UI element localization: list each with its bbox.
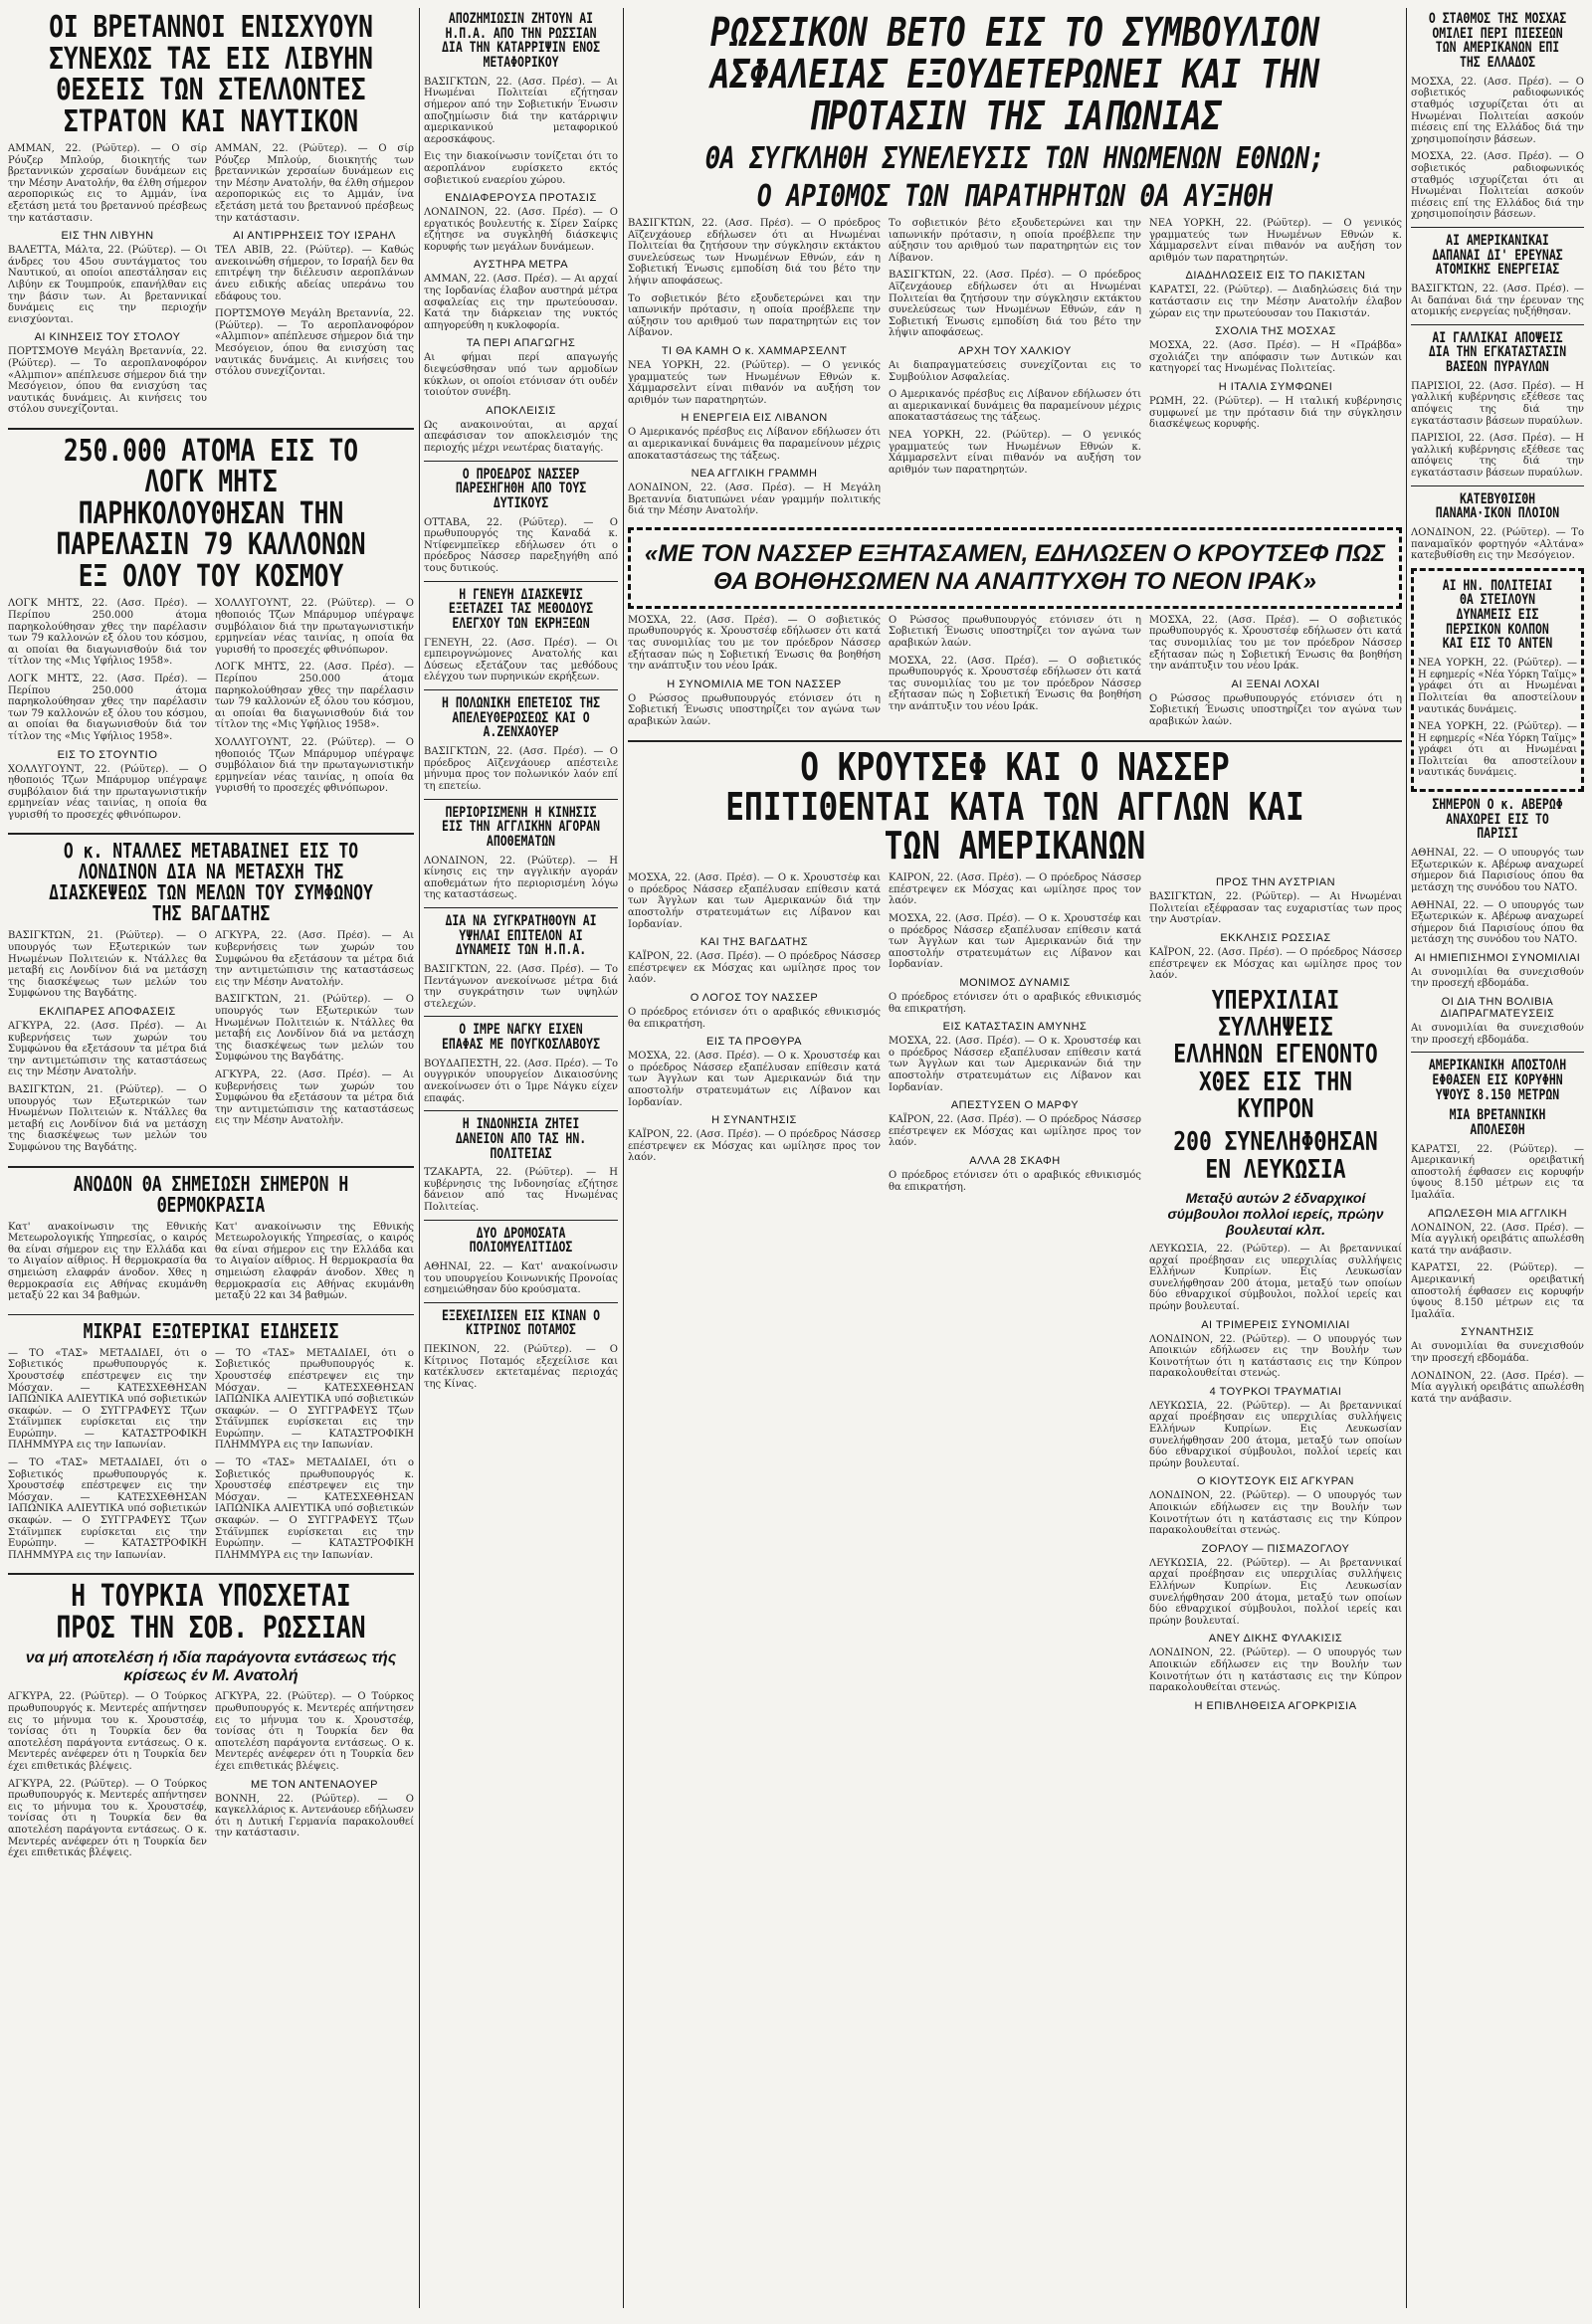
article-text: ΠΑΡΙΣΙΟΙ, 22. (Ασσ. Πρέσ). — Η γαλλική κυβέρνησις εξέθεσε τας απόψεις της διά την εγκατάστασιν βάσεων πυραύλων. xyxy=(1411,380,1584,427)
subhead: ΑΙ ΑΝΤΙΡΡΗΣΕΙΣ ΤΟΥ ΙΣΡΑΗΛ xyxy=(233,230,396,243)
article-text: ΑΘΗΝΑΙ, 22. — Ο υπουργός των Εξωτερικών κ. Αβέρωφ αναχωρεί σήμερον διά Παρισίους όπου θα μετάσχη της συνόδου του ΝΑΤΟ. xyxy=(1411,848,1584,893)
subhead: ΑΙ ΗΜΙΕΠΙΣΗΜΟΙ ΣΥΝΟΜΙΛΙΑΙ xyxy=(1414,951,1581,964)
subhead: Η ΕΠΙΒΛΗΘΕΙΣΑ ΑΓΟΡΚΡΙΣΙΑ xyxy=(1194,1699,1357,1712)
divider xyxy=(8,428,414,430)
divider xyxy=(1411,1052,1584,1053)
article-text: Ο πρόεδρος ετόνισεν ότι ο αραβικός εθνικισμός θα επικρατήση. xyxy=(628,1007,881,1030)
article-text: ΛΟΝΔΙΝΟΝ, 22. (Ρώϋτερ). — Το παναμαϊκόν φορτηγόν «Αλτάνα» κατεβυθίσθη εις την Μεσόγειον. xyxy=(1411,526,1584,562)
article-text: ΒΑΣΙΓΚΤΩΝ, 22. (Ασσ. Πρέσ). — Ο πρόεδρος Αϊζενχάουερ εδήλωσεν ότι αι Ηνωμέναι Πολιτείαι θα ζητήσουν την σύγκλησιν εκτάκτου συνελεύσεως των Ηνωμένων Εθνών, εάν η Σοβιετική Ένωσις εμποδίση διά του βέτο την λήψιν αποφάσεως. xyxy=(889,270,1141,339)
article-text: ΛΟΝΔΙΝΟΝ, 22. (Ρώϋτερ). — Ο υπουργός των Αποικιών εδήλωσεν εις την Βουλήν των Κοινοτήτων ότι η κατάστασις εις την Κύπρον παρακολουθείται στενώς. xyxy=(1149,1647,1402,1694)
article-text: Κατ' ανακοίνωσιν της Εθνικής Μετεωρολογικής Υπηρεσίας, ο καιρός θα είναι σήμερον εις την Ελλάδα και το Αιγαίον αίθριος. Η θερμοκρασία θα σημειώση ελαφράν άνοδον. Χθες η θερμοκρασία εις Αθήνας εκυμάνθη μεταξύ 22 και 34 βαθμών. xyxy=(215,1221,414,1302)
article-text: — ΤΟ «ΤΑΣ» ΜΕΤΑΔΙΔΕΙ, ότι ο Σοβιετικός πρωθυπουργός κ. Χρουστσέφ επέστρεψεν εις την Μόσχαν. — ΚΑΤΕΣΧΕΘΗΣΑΝ ΙΑΠΩΝΙΚΑ ΑΛΙΕΥΤΙΚΑ υπό σοβιετικών σκαφών. — Ο ΣΥΓΓΡΑΦΕΥΣ Τζων Στάϊνμπεκ ευρίσκεται εις την Ευρώπην. — ΚΑΤΑΣΤΡΟΦΙΚΗ ΠΛΗΜΜΥΡΑ εις την Ιαπωνίαν. xyxy=(215,1347,414,1452)
article-text: Ο Ρώσσος πρωθυπουργός ετόνισεν ότι η Σοβιετική Ένωσις υποστηρίζει τον αγώνα των αραβικών λαών. xyxy=(889,614,1141,650)
subhead: Η ΣΥΝΑΝΤΗΣΙΣ xyxy=(711,1114,797,1127)
article-text: — ΤΟ «ΤΑΣ» ΜΕΤΑΔΙΔΕΙ, ότι ο Σοβιετικός πρωθυπουργός κ. Χρουστσέφ επέστρεψεν εις την Μόσχαν. — ΚΑΤΕΣΧΕΘΗΣΑΝ ΙΑΠΩΝΙΚΑ ΑΛΙΕΥΤΙΚΑ υπό σοβιετικών σκαφών. — Ο ΣΥΓΓΡΑΦΕΥΣ Τζων Στάϊνμπεκ ευρίσκεται εις την Ευρώπην. — ΚΑΤΑΣΤΡΟΦΙΚΗ ΠΛΗΜΜΥΡΑ εις την Ιαπωνίαν. xyxy=(215,1457,414,1561)
divider xyxy=(8,833,414,835)
column-rule xyxy=(419,8,420,2308)
subhead: Ο ΛΟΓΟΣ ΤΟΥ ΝΑΣΣΕΡ xyxy=(690,992,819,1005)
article-text: ΧΟΛΛΥΓΟΥΝΤ, 22. (Ρώϋτερ). — Ο ηθοποιός Τζων Μπάρυμορ υπέγραψε συμβόλαιον διά την πρωταγωνιστικήν ερμηνείαν νέας ταινίας, η οποία θα γυρισθή το προσεχές φθινόπωρον. xyxy=(215,598,414,656)
divider xyxy=(424,1016,618,1017)
article-text: ΝΕΑ ΥΟΡΚΗ, 22. (Ρώϋτερ). — Η εφημερίς «Νέα Υόρκη Ταϊμς» γράφει ότι αι Ηνωμέναι Πολιτείαι θα αποστείλουν ναυτικάς δυνάμεις. xyxy=(1418,658,1577,715)
subhead: ΑΥΣΤΗΡΑ ΜΕΤΡΑ xyxy=(473,259,569,272)
headline-turkey-subtitle: να μή αποτελέση ή ιδία παράγοντα εντάσεως τής κρίσεως έν Μ. Ανατολή xyxy=(25,1649,397,1685)
article-text: ΒΟΥΔΑΠΕΣΤΗ, 22. (Ασσ. Πρέσ). — Το ουγγρικόν υπουργείον Δικαιοσύνης ανεκοίνωσεν ότι ο Ίμρε Νάγκυ είχεν επαφάς. xyxy=(424,1058,618,1104)
article-text: ΒΑΣΙΓΚΤΩΝ, 22. (Ασσ. Πρέσ). — Το Πεντάγωνον ανεκοίνωσε μέτρα διά την συγκράτησιν των υψηλών στελεχών. xyxy=(424,964,618,1010)
article-text: ΒΑΣΙΓΚΤΩΝ, 22. (Ασσ. Πρέσ). — Ο πρόεδρος Αϊζενχάουερ απέστειλε μήνυμα προς τον πολωνικόν λαόν επί τη επετείω. xyxy=(424,746,618,792)
headline-dulles: Ο κ. ΝΤΑΛΛΕΣ ΜΕΤΑΒΑΙΝΕΙ ΕΙΣ ΤΟ ΛΟΝΔΙΝΟΝ ΔΙΑ ΝΑ ΜΕΤΑΣΧΗ ΤΗΣ ΔΙΑΣΚΕΨΕΩΣ ΤΩΝ ΜΕΛΩΝ ΤΟΥ ΣΥΜΦΩΝΟΥ ΤΗΣ ΒΑΓΔΑΤΗΣ xyxy=(49,839,373,926)
article-text: ΑΜΜΑΝ, 22. (Ρώϋτερ). — Ο σίρ Ρόυζερ Μπλούρ, διοικητής των βρεταννικών χερσαίων δυνάμεων εις την Μέσην Ανατολήν, θα έλθη σήμερον αεροπορικώς εις το Αμμάν, ίνα εξετάση μετά του βρεταννού πρέσβεως την κατάστασιν. xyxy=(215,143,414,224)
headline-beauty-parade: 250.000 ΑΤΟΜΑ ΕΙΣ ΤΟ ΛΟΓΚ ΜΗΤΣ ΠΑΡΗΚΟΛΟΥΘΗΣΑΝ ΤΗΝ ΠΑΡΕΛΑΣΙΝ 79 ΚΑΛΛΟΝΩΝ ΕΞ ΟΛΟΥ ΤΟΥ ΚΟΣΜΟΥ xyxy=(56,433,366,594)
headline-nicosia-subtitle: Μεταξύ αυτών 2 έδναρχικοί σύμβουλοι πολλοί ιερείς, πρώην βουλευταί κλπ. xyxy=(1167,1189,1384,1238)
article-text: ΚΑΪΡΟΝ, 22. (Ασσ. Πρέσ). — Ο πρόεδρος Νάσσερ επέστρεψεν εκ Μόσχας και ωμίλησε προς τον λαόν. xyxy=(628,1129,881,1164)
headline-turkey: Η ΤΟΥΡΚΙΑ ΥΠΟΣΧΕΤΑΙ ΠΡΟΣ ΤΗΝ ΣΟΒ. ΡΩΣΣΙΑΝ xyxy=(56,1579,366,1646)
subhead: ΕΚΛΙΠΑΡΕΣ ΑΠΟΦΑΣΕΙΣ xyxy=(39,1006,176,1019)
headline-un-assembly: ΘΑ ΣΥΓΚΛΗΘΗ ΣΥΝΕΛΕΥΣΙΣ ΤΩΝ ΗΝΩΜΕΝΩΝ ΕΘΝΩΝ; xyxy=(704,141,1325,176)
quote-khrushchev-iraq: «ΜΕ ΤΟΝ ΝΑΣΣΕΡ ΕΞΗΤΑΣΑΜΕΝ, ΕΔΗΛΩΣΕΝ Ο ΚΡΟΥΤΣΕΦ ΠΩΣ ΘΑ ΒΟΗΘΗΣΩΜΕΝ ΝΑ ΑΝΑΠΤΥΧΘΗ ΤΟ ΝΕΟΝ ΙΡΑΚ» xyxy=(644,539,1386,595)
subhead: ΑΙ ΚΙΝΗΣΕΙΣ ΤΟΥ ΣΤΟΛΟΥ xyxy=(34,331,181,344)
subhead: ΜΕ ΤΟΝ ΑΝΤΕΝΑΟΥΕΡ xyxy=(251,1778,378,1791)
story-attack xyxy=(628,872,1402,1714)
headline-mountain-expedition: ΑΜΕΡΙΚΑΝΙΚΗ ΑΠΟΣΤΟΛΗ ΕΦΘΑΣΕΝ ΕΙΣ ΚΟΡΥΦΗΝ ΥΨΟΥΣ 8.150 ΜΕΤΡΩΝ xyxy=(1428,1058,1567,1103)
subhead: ΜΟΝΙΜΟΣ ΔΥΝΑΜΙΣ xyxy=(959,977,1071,990)
article-text: ΛΟΓΚ ΜΗΤΣ, 22. (Ασσ. Πρέσ). — Περίπου 250.000 άτομα παρηκολούθησαν χθες την παρέλασιν των 79 καλλονών εξ όλου του κόσμου, αι οποίαι θα διαγωνισθούν διά τον τίτλον της «Μις Υφήλιος 1958». xyxy=(215,662,414,731)
article-text: ΛΟΝΔΙΝΟΝ, 22. (Ρώϋτερ). — Η κίνησις εις την αγγλικήν αγοράν αποθεμάτων ήτο περιορισμένη λόγω της καταστάσεως. xyxy=(424,855,618,901)
subhead: ΑΠΕΣΤΥΣΕΝ Ο ΜΑΡΦΥ xyxy=(950,1099,1080,1112)
article-text: ΛΟΝΔΙΝΟΝ, 22. (Ασσ. Πρέσ). — Η Μεγάλη Βρεταννία διατυπώνει νέαν γραμμήν πολιτικής διά την Μέσην Ανατολήν. xyxy=(628,483,881,517)
quote-box-khrushchev xyxy=(628,527,1402,609)
subhead: Η ΕΝΕΡΓΕΙΑ ΕΙΣ ΛΙΒΑΝΟΝ xyxy=(681,412,828,425)
article-text: Ο Ρώσσος πρωθυπουργός ετόνισεν ότι η Σοβιετική Ένωσις υποστηρίζει τον αγώνα των αραβικών λαών. xyxy=(628,692,881,728)
article-text: ΚΑΪΡΟΝ, 22. (Ασσ. Πρέσ). — Ο πρόεδρος Νάσσερ επέστρεψεν εκ Μόσχας και ωμίλησε προς τον λαόν. xyxy=(889,1114,1141,1149)
subhead: ΠΡΟΣ ΤΗΝ ΑΥΣΤΡΙΑΝ xyxy=(1215,876,1336,889)
article-text: ΧΟΛΛΥΓΟΥΝΤ, 22. (Ρώϋτερ). — Ο ηθοποιός Τζων Μπάρυμορ υπέγραψε συμβόλαιον διά την πρωταγωνιστικήν ερμηνείαν νέας ταινίας, η οποία θα γυρισθή το προσεχές φθινόπωρον. xyxy=(8,763,207,821)
newspaper-page xyxy=(8,8,1584,2308)
boxed-story-persian-gulf xyxy=(1411,568,1584,792)
headline-us-forces: ΔΙΑ ΝΑ ΣΥΓΚΡΑΤΗΘΟΥΝ ΑΙ ΥΨΗΛΑΙ ΕΠΙΤΕΛΟΝ ΑΙ ΔΥΝΑΜΕΙΣ ΤΩΝ Η.Π.Α. xyxy=(445,912,597,959)
subhead: 4 ΤΟΥΡΚΟΙ ΤΡΑΥΜΑΤΙΑΙ xyxy=(1209,1385,1342,1398)
article-text: ΚΑΪΡΟΝ, 22. (Ασσ. Πρέσ). — Ο πρόεδρος Νάσσερ επέστρεψεν εκ Μόσχας και ωμίλησε προς τον λαόν. xyxy=(628,951,881,986)
article-text: Αι συνομιλίαι θα συνεχισθούν την προσεχή εβδομάδα. xyxy=(1411,1341,1584,1364)
article-text: ΛΟΝΔΙΝΟΝ, 22. (Ασσ. Πρέσ). — Ο εργατικός βουλευτής κ. Σίρεν Σαίρκς εζήτησε να συγκληθή διάσκεψις κορυφής των μεγάλων δυνάμεων. xyxy=(424,207,618,253)
headline-imre-nagy: Ο ΙΜΡΕ ΝΑΓΚΥ ΕΙΧΕΝ ΕΠΑΦΑΣ ΜΕ ΠΟΥΓΚΟΣΛΑΒΟΥΣ xyxy=(442,1022,600,1054)
article-text: Κατ' ανακοίνωσιν της Εθνικής Μετεωρολογικής Υπηρεσίας, ο καιρός θα είναι σήμερον εις την Ελλάδα και το Αιγαίον αίθριος. Η θερμοκρασία θα σημειώση ελαφράν άνοδον. Χθες η θερμοκρασία εις Αθήνας εκυμάνθη μεταξύ 22 και 34 βαθμών. xyxy=(8,1221,207,1302)
divider xyxy=(424,581,618,582)
article-text: Ο πρόεδρος ετόνισεν ότι ο αραβικός εθνικισμός θα επικρατήση. xyxy=(889,1169,1141,1193)
article-text: ΛΟΝΔΙΝΟΝ, 22. (Ρώϋτερ). — Ο υπουργός των Αποικιών εδήλωσεν εις την Βουλήν των Κοινοτήτων ότι η κατάστασις εις την Κύπρον παρακολουθείται στενώς. xyxy=(1149,1333,1402,1380)
subhead: ΕΙΣ ΤΑ ΠΡΟΘΥΡΑ xyxy=(706,1036,802,1049)
story-weather xyxy=(8,1222,414,1308)
divider xyxy=(8,1573,414,1575)
article-text: ΒΑΛΕΤΤΑ, Μάλτα, 22. (Ρώϋτερ). — Οι άνδρες του 45ου συντάγματος του Ναυτικού, αι οποίοι απεστάλησαν εις Λιβύην εκ Τουμπρούκ, επανήλθαν εις την βάσιν των. Αι βρεταννικαί δυνάμεις εις την περιοχήν ενισχύονται. xyxy=(8,245,207,325)
headline-moscow-radio: Ο ΣΤΑΘΜΟΣ ΤΗΣ ΜΟΣΧΑΣ ΟΜΙΛΕΙ ΠΕΡΙ ΠΙΕΣΕΩΝ ΤΩΝ ΑΜΕΡΙΚΑΝΩΝ ΕΠΙ ΤΗΣ ΕΛΛΑΔΟΣ xyxy=(1428,11,1567,72)
story-dulles xyxy=(8,930,414,1159)
article-text: Το σοβιετικόν βέτο εξουδετερώνει και την ιαπωνικήν πρότασιν, η οποία προέβλεπε την αύξησιν του αριθμού των παρατηρητών εις τον Λίβανον. xyxy=(628,292,881,339)
article-text: Αι συνομιλίαι θα συνεχισθούν την προσεχή εβδομάδα. xyxy=(1411,1023,1584,1046)
article-text: ΠΟΡΤΣΜΟΥΘ Μεγάλη Βρεταννία, 22. (Ρώϋτερ). — Το αεροπλανοφόρον «Αλμπιον» απέπλευσε σήμερον διά την Μεσόγειον, όπου θα ενισχύση τας ναυτικάς δυνάμεις. Αι κινήσεις του στόλου συνεχίζονται. xyxy=(8,346,207,416)
subhead: ΚΑΙ ΤΗΣ ΒΑΓΔΑΤΗΣ xyxy=(699,936,809,949)
article-text: ΚΑΡΑΤΣΙ, 22. (Ρώϋτερ). — Αμερικανική ορειβατική αποστολή έφθασεν εις κορυφήν ύψους 8.150 μέτρων εις τα Ιμαλάϊα. xyxy=(1411,1262,1584,1320)
article-text: ΑΘΗΝΑΙ, 22. — Κατ' ανακοίνωσιν του υπουργείου Κοινωνικής Προνοίας εσημειώθησαν δύο κρούσματα. xyxy=(424,1260,618,1296)
article-text: ΛΟΝΔΙΝΟΝ, 22. (Ρώϋτερ). — Ο υπουργός των Αποικιών εδήλωσεν εις την Βουλήν των Κοινοτήτων ότι η κατάστασις εις την Κύπρον παρακολουθείται στενώς. xyxy=(1149,1490,1402,1537)
story-veto xyxy=(628,218,1402,523)
divider xyxy=(8,1314,414,1315)
article-text: ΤΕΛ ΑΒΙΒ, 22. (Ρώϋτερ). — Καθώς ανεκοινώθη σήμερον, το Ισραήλ δεν θα επιτρέψη την διέλευσιν αεροπλάνων άνευ ειδικής αδείας υπεράνω του εδάφους του. xyxy=(215,245,414,302)
headline-persian-gulf: ΑΙ ΗΝ. ΠΟΛΙΤΕΙΑΙ ΘΑ ΣΤΕΙΛΟΥΝ ΔΥΝΑΜΕΙΣ ΕΙΣ ΠΕΡΣΙΚΟΝ ΚΟΛΠΟΝ ΚΑΙ ΕΙΣ ΤΟ ΑΝΤΕΝ xyxy=(1442,577,1553,653)
subhead: ΝΕΑ ΑΓΓΛΙΚΗ ΓΡΑΜΜΗ xyxy=(691,468,818,481)
story-brief-news xyxy=(8,1348,414,1568)
article-text: ΑΜΜΑΝ, 22. (Ασσ. Πρέσ). — Αι αρχαί της Ιορδανίας έλαβον αυστηρά μέτρα ασφαλείας εις την πρωτεύουσαν. Κατά την διάρκειαν της νυκτός απηγορεύθη η κυκλοφορία. xyxy=(424,274,618,331)
article-text: ΛΟΝΔΙΝΟΝ, 22. (Ασσ. Πρέσ). — Μία αγγλική ορειβάτις απωλέσθη κατά την ανάβασιν. xyxy=(1411,1222,1584,1257)
headline-averoff: ΣΗΜΕΡΟΝ Ο κ. ΑΒΕΡΩΦ ΑΝΑΧΩΡΕΙ ΕΙΣ ΤΟ ΠΑΡΙΣΙ xyxy=(1432,797,1563,843)
article-text: Ο Αμερικανός πρέσβυς εις Λίβανον εδήλωσεν ότι αι αμερικανικαί δυνάμεις θα παραμείνουν μέχρις αποκαταστάσεως της τάξεως. xyxy=(628,427,881,462)
subhead: ΕΙΣ ΤΟ ΣΤΟΥΝΤΙΟ xyxy=(57,748,158,761)
article-text: ΒΑΣΙΓΚΤΩΝ, 22. (Ασσ. Πρέσ). — Αι δαπάναι διά την έρευναν της ατομικής ενεργείας ηυξήθησαν. xyxy=(1411,283,1584,318)
article-text: ΒΑΣΙΓΚΤΩΝ, 21. (Ρώϋτερ). — Ο υπουργός των Εξωτερικών των Ηνωμένων Πολιτειών κ. Ντάλλες θα μεταβή εις Λονδίνον διά να μετάσχη της διασκέψεως των μελών του Συμφώνου της Βαγδάτης. xyxy=(215,994,414,1064)
story-iraq xyxy=(628,615,1402,734)
subhead: ΣΧΟΛΙΑ ΤΗΣ ΜΟΣΧΑΣ xyxy=(1215,325,1336,338)
article-text: ΒΟΝΝΗ, 22. (Ρώϋτερ). — Ο καγκελλάριος κ. Αντενάουερ εδήλωσεν ότι η Δυτική Γερμανία παρακολουθεί την κατάστασιν. xyxy=(215,1793,414,1840)
subhead: ΑΠΟΚΛΕΙΣΙΣ xyxy=(486,404,556,417)
article-text: ΑΓΚΥΡΑ, 22. (Ασσ. Πρέσ). — Αι κυβερνήσεις των χωρών του Συμφώνου θα εξετάσουν τα μέτρα διά την αντιμετώπισιν της καταστάσεως εις την Μέσην Ανατολήν. xyxy=(215,1069,414,1127)
headline-nicosia-200: 200 ΣΥΝΕΛΗΦΘΗΣΑΝ ΕΝ ΛΕΥΚΩΣΙΑ xyxy=(1173,1127,1378,1185)
article-text: ΝΕΑ ΥΟΡΚΗ, 22. (Ρώϋτερ). — Ο γενικός γραμματεύς των Ηνωμένων Εθνών κ. Χάμμαρσελντ είναι πιθανόν να αυξήση τον αριθμόν των παρατηρητών. xyxy=(1149,218,1402,264)
article-text: ΜΟΣΧΑ, 22. (Ασσ. Πρέσ). — Ο σοβιετικός πρωθυπουργός κ. Χρουστσέφ εδήλωσεν ότι κατά τας συνομιλίας του με τον πρόεδρον Νάσσερ εξήτασαν πώς η Σοβιετική Ένωσις θα βοηθήση την ανάπτυξιν του νέου Ιράκ. xyxy=(628,614,881,673)
article-text: ΛΟΓΚ ΜΗΤΣ, 22. (Ασσ. Πρέσ). — Περίπου 250.000 άτομα παρηκολούθησαν χθες την παρέλασιν των 79 καλλονών εξ όλου του κόσμου, αι οποίαι θα διαγωνισθούν διά τον τίτλον της «Μις Υφήλιος 1958». xyxy=(8,673,207,742)
subhead: Η ΙΤΑΛΙΑ ΣΥΜΦΩΝΕΙ xyxy=(1218,380,1333,393)
article-text: Αι διαπραγματεύσεις συνεχίζονται εις το Συμβούλιον Ασφαλείας. xyxy=(889,359,1141,383)
headline-observers: Ο ΑΡΙΘΜΟΣ ΤΩΝ ΠΑΡΑΤΗΡΗΤΩΝ ΘΑ ΑΥΞΗΘΗ xyxy=(756,178,1274,214)
subhead: ΤΑ ΠΕΡΙ ΑΠΑΓΩΓΗΣ xyxy=(466,337,576,350)
headline-libya: ΟΙ ΒΡΕΤΑΝΝΟΙ ΕΝΙΣΧΥΟΥΝ ΣΥΝΕΧΩΣ ΤΑΣ ΕΙΣ ΛΙΒΥΗΝ ΘΕΣΕΙΣ ΤΩΝ ΣΤΕΛΛΟΝΤΕΣ ΣΤΡΑΤΟΝ ΚΑΙ ΝΑΥΤΙΚΟΝ xyxy=(49,10,373,139)
subhead: ΕΙΣ ΚΑΤΑΣΤΑΣΙΝ ΑΜΥΝΗΣ xyxy=(942,1021,1088,1034)
article-text: Το σοβιετικόν βέτο εξουδετερώνει και την ιαπωνικήν πρότασιν, η οποία προέβλεπε την αύξησιν του αριθμού των παρατηρητών εις τον Λίβανον. xyxy=(889,218,1141,264)
subhead: ΕΙΣ ΤΗΝ ΛΙΒΥΗΝ xyxy=(61,230,154,243)
article-text: ΑΓΚΥΡΑ, 22. (Ασσ. Πρέσ). — Αι κυβερνήσεις των χωρών του Συμφώνου θα εξετάσουν τα μέτρα διά την αντιμετώπισιν της καταστάσεως εις την Μέσην Ανατολήν. xyxy=(8,1021,207,1078)
column-rule xyxy=(623,8,624,2308)
article-text: ΒΑΣΙΓΚΤΩΝ, 22. (Ασσ. Πρέσ). — Ο πρόεδρος Αϊζενχάουερ εδήλωσεν ότι αι Ηνωμέναι Πολιτείαι θα ζητήσουν την σύγκλησιν εκτάκτου συνελεύσεως των Ηνωμένων Εθνών, εάν η Σοβιετική Ένωσις εμποδίση διά του βέτο την λήψιν αποφάσεως. xyxy=(628,218,881,287)
headline-british-lost: ΜΙΑ ΒΡΕΤΑΝΝΙΚΗ ΑΠΟΛΕΣΘΗ xyxy=(1449,1107,1546,1138)
headline-cyprus-arrests: ΥΠΕΡΧΙΛΙΑΙ ΣΥΛΛΗΨΕΙΣ ΕΛΛΗΝΩΝ ΕΓΕΝΟΝΤΟ ΧΘΕΣ ΕΙΣ ΤΗΝ ΚΥΠΡΟΝ xyxy=(1173,985,1378,1125)
subhead: ΖΟΡΛΟΥ — ΠΙΣΜΑΖΟΓΛΟΥ xyxy=(1201,1542,1350,1555)
story-beauty xyxy=(8,598,414,827)
article-text: ΚΑΡΑΤΣΙ, 22. (Ρώϋτερ). — Διαδηλώσεις διά την κατάστασιν εις την Μέσην Ανατολήν έλαβον χώραν εις την πρωτεύουσαν του Πακιστάν. xyxy=(1149,285,1402,319)
column-second xyxy=(424,8,618,2308)
article-text: — ΤΟ «ΤΑΣ» ΜΕΤΑΔΙΔΕΙ, ότι ο Σοβιετικός πρωθυπουργός κ. Χρουστσέφ επέστρεψεν εις την Μόσχαν. — ΚΑΤΕΣΧΕΘΗΣΑΝ ΙΑΠΩΝΙΚΑ ΑΛΙΕΥΤΙΚΑ υπό σοβιετικών σκαφών. — Ο ΣΥΓΓΡΑΦΕΥΣ Τζων Στάϊνμπεκ ευρίσκεται εις την Ευρώπην. — ΚΑΤΑΣΤΡΟΦΙΚΗ ΠΛΗΜΜΥΡΑ εις την Ιαπωνίαν. xyxy=(8,1457,207,1561)
article-text: ΝΕΑ ΥΟΡΚΗ, 22. (Ρώϋτερ). — Ο γενικός γραμματεύς των Ηνωμένων Εθνών κ. Χάμμαρσελντ είναι πιθανόν να αυξήση τον αριθμόν των παρατηρητών. xyxy=(889,429,1141,476)
article-text: ΝΕΑ ΥΟΡΚΗ, 22. (Ρώϋτερ). — Ο γενικός γραμματεύς των Ηνωμένων Εθνών κ. Χάμμαρσελντ είναι πιθανόν να αυξήση τον αριθμόν των παρατηρητών. xyxy=(628,359,881,406)
subhead: ΤΙ ΘΑ ΚΑΜΗ Ο κ. ΧΑΜΜΑΡΣΕΛΝΤ xyxy=(661,344,848,357)
column-rule xyxy=(1406,8,1407,2308)
article-text: Εις την διακοίνωσιν τονίζεται ότι το αεροπλάνον ευρίσκετο εκτός σοβιετικού εναερίου χώρου. xyxy=(424,151,618,186)
headline-russian-veto: ΡΩΣΣΙΚΟΝ ΒΕΤΟ ΕΙΣ ΤΟ ΣΥΜΒΟΥΛΙΟΝ ΑΣΦΑΛΕΙΑΣ ΕΞΟΥΔΕΤΕΡΩΝΕΙ ΚΑΙ ΤΗΝ ΠΡΟΤΑΣΙΝ ΤΗΣ ΙΑΠΩΝΙΑΣ xyxy=(709,10,1320,139)
story-libya xyxy=(8,143,414,422)
article-text: Ο Ρώσσος πρωθυπουργός ετόνισεν ότι η Σοβιετική Ένωσις υποστηρίζει τον αγώνα των αραβικών λαών. xyxy=(1149,692,1402,728)
subhead: ΔΙΑΔΗΛΩΣΕΙΣ ΕΙΣ ΤΟ ΠΑΚΙΣΤΑΝ xyxy=(1185,270,1366,283)
article-text: Αι συνομιλίαι θα συνεχισθούν την προσεχή εβδομάδα. xyxy=(1411,966,1584,990)
subhead: ΑΙ ΤΡΙΜΕΡΕΙΣ ΣΥΝΟΜΙΛΙΑΙ xyxy=(1201,1318,1350,1331)
article-text: ΑΜΜΑΝ, 22. (Ρώϋτερ). — Ο σίρ Ρόυζερ Μπλούρ, διοικητής των βρεταννικών χερσαίων δυνάμεων εις την Μέσην Ανατολήν, θα έλθη σήμερον αεροπορικώς εις το Αμμάν, ίνα εξετάση μετά του βρεταννού πρέσβεως την κατάστασιν. xyxy=(8,143,207,224)
column-right xyxy=(1411,8,1584,2308)
subhead: Η ΣΥΝΟΜΙΛΙΑ ΜΕ ΤΟΝ ΝΑΣΣΕΡ xyxy=(667,678,842,690)
divider xyxy=(1411,227,1584,228)
divider xyxy=(424,907,618,908)
article-text: ΚΑΡΑΤΣΙ, 22. (Ρώϋτερ). — Αμερικανική ορειβατική αποστολή έφθασεν εις κορυφήν ύψους 8.150 μέτρων εις τα Ιμαλάϊα. xyxy=(1411,1143,1584,1202)
subhead: ΕΚΚΛΗΣΙΣ ΡΩΣΣΙΑΣ xyxy=(1220,932,1331,945)
article-text: ΑΘΗΝΑΙ, 22. — Ο υπουργός των Εξωτερικών κ. Αβέρωφ αναχωρεί σήμερον διά Παρισίους όπου θα μετάσχη της συνόδου του ΝΑΤΟ. xyxy=(1411,899,1584,946)
article-text: ΜΟΣΧΑ, 22. (Ασσ. Πρέσ). — Ο σοβιετικός ραδιοφωνικός σταθμός ισχυρίζεται ότι αι Ηνωμέναι Πολιτείαι ασκούν πιέσεις επί της Ελλάδος διά την χρησιμοποίησιν βάσεων. xyxy=(1411,76,1584,145)
article-text: ΛΕΥΚΩΣΙΑ, 22. (Ρώϋτερ). — Αι βρεταννικαί αρχαί προέβησαν εις υπερχιλίας συλλήψεις Ελλήνων Κυπρίων. Εις Λευκωσίαν συνελήφθησαν 200 άτομα, μεταξύ των οποίων δύο εθναρχικοί σύμβουλοι, πολλοί ιερείς και πρώην βουλευταί. xyxy=(1149,1243,1402,1312)
subhead: ΑΡΧΗ ΤΟΥ ΧΑΛΚΙΟΥ xyxy=(958,344,1072,357)
article-text: ΜΟΣΧΑ, 22. (Ασσ. Πρέσ). — Ο κ. Χρουστσέφ και ο πρόεδρος Νάσσερ εξαπέλυσαν επίθεσιν κατά των Άγγλων και των Αμερικανών διά την αποστολήν στρατευμάτων εις Λίβανον και Ιορδανίαν. xyxy=(889,1036,1141,1093)
headline-brief-news: ΜΙΚΡΑΙ ΕΞΩΤΕΡΙΚΑΙ ΕΙΔΗΣΕΙΣ xyxy=(83,1318,339,1343)
article-text: ΜΟΣΧΑ, 22. (Ασσ. Πρέσ). — Η «Πράβδα» σχολιάζει την απόφασιν των Δυτικών και κατηγορεί τας Ηνωμένας Πολιτείας. xyxy=(1149,340,1402,375)
subhead: ΕΝΔΙΑΦΕΡΟΥΣΑ ΠΡΟΤΑΣΙΣ xyxy=(445,192,597,205)
article-text: Ο πρόεδρος ετόνισεν ότι ο αραβικός εθνικισμός θα επικρατήση. xyxy=(889,992,1141,1015)
article-text: Ο Αμερικανός πρέσβυς εις Λίβανον εδήλωσεν ότι αι αμερικανικαί δυνάμεις θα παραμείνουν μέχρις αποκαταστάσεως της τάξεως. xyxy=(889,389,1141,424)
article-text: ΤΖΑΚΑΡΤΑ, 22. (Ρώϋτερ). — Η κυβέρνησις της Ινδονησίας εζήτησε δάνειον από τας Ηνωμένας Πολιτείας. xyxy=(424,1167,618,1213)
article-text: Αι φήμαι περί απαγωγής διεψεύσθησαν υπό των αρμοδίων κύκλων, οι οποίοι ετόνισαν ότι ουδέν τοιούτον συνέβη. xyxy=(424,352,618,399)
subhead: ΑΙ ΞΕΝΑΙ ΛΟΧΑΙ xyxy=(1231,678,1320,690)
headline-atomic-spending: ΑΙ ΑΜΕΡΙΚΑΝΙΚΑΙ ΔΑΠΑΝΑΙ ΔΙ' ΕΡΕΥΝΑΣ ΑΤΟΜΙΚΗΣ ΕΝΕΡΓΕΙΑΣ xyxy=(1432,232,1563,279)
headline-polio: ΔΥΟ ΔΡΟΜΟΣΑΤΑ ΠΟΛΙΟΜΥΕΛΙΤΙΔΟΣ xyxy=(469,1225,573,1257)
article-text: ΜΟΣΧΑ, 22. (Ασσ. Πρέσ). — Ο κ. Χρουστσέφ και ο πρόεδρος Νάσσερ εξαπέλυσαν επίθεσιν κατά των Άγγλων και των Αμερικανών διά την αποστολήν στρατευμάτων εις Λίβανον και Ιορδανίαν. xyxy=(889,913,1141,971)
article-text: ΜΟΣΧΑ, 22. (Ασσ. Πρέσ). — Ο σοβιετικός πρωθυπουργός κ. Χρουστσέφ εδήλωσεν ότι κατά τας συνομιλίας του με τον πρόεδρον Νάσσερ εξήτασαν πώς η Σοβιετική Ένωσις θα βοηθήση την ανάπτυξιν του νέου Ιράκ. xyxy=(1149,614,1402,673)
article-text: ΜΟΣΧΑ, 22. (Ασσ. Πρέσ). — Ο κ. Χρουστσέφ και ο πρόεδρος Νάσσερ εξαπέλυσαν επίθεσιν κατά των Άγγλων και των Αμερικανών διά την αποστολήν στρατευμάτων εις Λίβανον και Ιορδανίαν. xyxy=(628,872,881,930)
subhead: Ο ΚΙΟΥΤΣΟΥΚ ΕΙΣ ΑΓΚΥΡΑΝ xyxy=(1196,1475,1354,1488)
article-text: ΑΓΚΥΡΑ, 22. (Ρώϋτερ). — Ο Τούρκος πρωθυπουργός κ. Μεντερές απήντησεν εις το μήνυμα του κ. Χρουστσέφ, τονίσας ότι η Τουρκία δεν θα αποτελέση παράγοντα εντάσεως. Ο κ. Μεντερές ανέφερεν ότι η Τουρκία δεν έχει επιθετικάς βλέψεις. xyxy=(8,1778,207,1859)
article-text: ΜΟΣΧΑ, 22. (Ασσ. Πρέσ). — Ο σοβιετικός πρωθυπουργός κ. Χρουστσέφ εδήλωσεν ότι κατά τας συνομιλίας του με τον πρόεδρον Νάσσερ εξήτασαν πώς η Σοβιετική Ένωσις θα βοηθήση την ανάπτυξιν του νέου Ιράκ. xyxy=(889,655,1141,713)
article-text: ΑΓΚΥΡΑ, 22. (Ρώϋτερ). — Ο Τούρκος πρωθυπουργός κ. Μεντερές απήντησεν εις το μήνυμα του κ. Χρουστσέφ, τονίσας ότι η Τουρκία δεν θα αποτελέση παράγοντα εντάσεως. Ο κ. Μεντερές ανέφερεν ότι η Τουρκία δεν έχει επιθετικάς βλέψεις. xyxy=(8,1691,207,1772)
article-text: ΜΟΣΧΑ, 22. (Ασσ. Πρέσ). — Ο κ. Χρουστσέφ και ο πρόεδρος Νάσσερ εξαπέλυσαν επίθεσιν κατά των Άγγλων και των Αμερικανών διά την αποστολήν στρατευμάτων εις Λίβανον και Ιορδανίαν. xyxy=(628,1051,881,1108)
article-text: ΡΩΜΗ, 22. (Ρώϋτερ). — Η ιταλική κυβέρνησις συμφωνεί με την πρότασιν διά την σύγκλησιν διασκέψεως κορυφής. xyxy=(1149,395,1402,431)
article-text: ΠΑΡΙΣΙΟΙ, 22. (Ασσ. Πρέσ). — Η γαλλική κυβέρνησις εξέθεσε τας απόψεις της διά την εγκατάστασιν βάσεων πυραύλων. xyxy=(1411,433,1584,479)
divider xyxy=(1411,324,1584,325)
article-text: Ως ανακοινούται, αι αρχαί απεφάσισαν τον αποκλεισμόν της περιοχής μέχρι νεωτέρας διαταγής. xyxy=(424,419,618,454)
article-text: ΛΟΝΔΙΝΟΝ, 22. (Ασσ. Πρέσ). — Μία αγγλική ορειβάτις απωλέσθη κατά την ανάβασιν. xyxy=(1411,1370,1584,1405)
headline-indonesia: Η ΙΝΔΟΝΗΣΙΑ ΖΗΤΕΙ ΔΑΝΕΙΟΝ ΑΠΟ ΤΑΣ ΗΝ. ΠΟΛΙΤΕΙΑΣ xyxy=(455,1116,587,1162)
divider xyxy=(1411,485,1584,486)
headline-geneva: Η ΓΕΝΕΥΗ ΔΙΑΣΚΕΨΙΣ ΕΞΕΤΑΖΕΙ ΤΑΣ ΜΕΘΟΔΟΥΣ ΕΛΕΓΧΟΥ ΤΩΝ ΕΚΡΗΞΕΩΝ xyxy=(448,586,594,632)
headline-panama-ship: ΚΑΤΕΒΥΘΙΣΘΗ ΠΑΝΑΜΑ·ΙΚΟΝ ΠΛΟΙΟΝ xyxy=(1435,490,1560,522)
article-text: ΓΕΝΕΥΗ, 22. (Ασσ. Πρέσ). — Οι εμπειρογνώμονες Ανατολής και Δύσεως εξετάζουν τας μεθόδους ελέγχου των πυρηνικών εκρήξεων. xyxy=(424,637,618,683)
article-text: ΧΟΛΛΥΓΟΥΝΤ, 22. (Ρώϋτερ). — Ο ηθοποιός Τζων Μπάρυμορ υπέγραψε συμβόλαιον διά την πρωταγωνιστικήν ερμηνείαν νέας ταινίας, η οποία θα γυρισθή το προσεχές φθινόπωρον. xyxy=(215,736,414,795)
article-text: ΝΕΑ ΥΟΡΚΗ, 22. (Ρώϋτερ). — Η εφημερίς «Νέα Υόρκη Ταϊμς» γράφει ότι αι Ηνωμέναι Πολιτείαι θα αποστείλουν ναυτικάς δυνάμεις. xyxy=(1418,721,1577,779)
divider xyxy=(628,740,1402,742)
article-text: ΛΕΥΚΩΣΙΑ, 22. (Ρώϋτερ). — Αι βρεταννικαί αρχαί προέβησαν εις υπερχιλίας συλλήψεις Ελλήνων Κυπρίων. Εις Λευκωσίαν συνελήφθησαν 200 άτομα, μεταξύ των οποίων δύο εθναρχικοί σύμβουλοι, πολλοί ιερείς και πρώην βουλευταί. xyxy=(1149,1400,1402,1469)
article-text: ΠΕΚΙΝΟΝ, 22. (Ρώϋτερ). — Ο Κίτρινος Ποταμός εξεχείλισε και κατέκλυσεν εκτεταμένας περιοχάς της Κίνας. xyxy=(424,1344,618,1390)
subhead: ΟΙ ΔΙΑ ΤΗΝ ΒΟΛΙΒΙΑ ΔΙΑΠΡΑΓΜΑΤΕΥΣΕΙΣ xyxy=(1440,996,1555,1021)
divider xyxy=(424,799,618,800)
article-text: ΜΟΣΧΑ, 22. (Ασσ. Πρέσ). — Ο σοβιετικός ραδιοφωνικός σταθμός ισχυρίζεται ότι αι Ηνωμέναι Πολιτείαι ασκούν πιέσεις επί της Ελλάδος διά την χρησιμοποίησιν βάσεων. xyxy=(1411,151,1584,221)
headline-khrushchev-nasser-attack: Ο ΚΡΟΥΤΣΕΦ ΚΑΙ Ο ΝΑΣΣΕΡ ΕΠΙΤΙΘΕΝΤΑΙ ΚΑΤΑ ΤΩΝ ΑΓΓΛΩΝ ΚΑΙ ΤΩΝ ΑΜΕΡΙΚΑΝΩΝ xyxy=(725,744,1304,869)
column-main xyxy=(628,8,1402,2308)
headline-temperature: ΑΝΟΔΟΝ ΘΑ ΣΗΜΕΙΩΣΗ ΣΗΜΕΡΟΝ Η ΘΕΡΜΟΚΡΑΣΙΑ xyxy=(73,1171,349,1217)
divider xyxy=(424,689,618,690)
subhead: ΑΠΩΛΕΣΘΗ ΜΙΑ ΑΓΓΛΙΚΗ xyxy=(1427,1207,1568,1220)
article-text: ΑΓΚΥΡΑ, 22. (Ασσ. Πρέσ). — Αι κυβερνήσεις των χωρών του Συμφώνου θα εξετάσουν τα μέτρα διά την αντιμετώπισιν της καταστάσεως εις την Μέσην Ανατολήν. xyxy=(215,930,414,988)
divider xyxy=(424,1110,618,1111)
subhead: ΑΛΛΑ 28 ΣΚΑΦΗ xyxy=(969,1154,1061,1167)
column-left xyxy=(8,8,414,2308)
article-text: ΟΤΤΑΒΑ, 22. (Ρώϋτερ). — Ο πρωθυπουργός της Καναδά κ. Ντίφενμπεϊκερ εδήλωσεν ότι ο πρόεδρος Νάσσερ παρεξηγήθη από τους δυτικούς. xyxy=(424,516,618,575)
headline-nasser-misunderstood: Ο ΠΡΟΕΔΡΟΣ ΝΑΣΣΕΡ ΠΑΡΕΣΗΓΗΘΗ ΑΠΟ ΤΟΥΣ ΔΥΤΙΚΟΥΣ xyxy=(455,466,587,511)
article-text: ΠΟΡΤΣΜΟΥΘ Μεγάλη Βρεταννία, 22. (Ρώϋτερ). — Το αεροπλανοφόρον «Αλμπιον» απέπλευσε σήμερον διά την Μεσόγειον, όπου θα ενισχύση τας ναυτικάς δυνάμεις. Αι κινήσεις του στόλου συνεχίζονται. xyxy=(215,308,414,378)
headline-polish-anniversary: Η ΠΟΛΩΝΙΚΗ ΕΠΕΤΕΙΟΣ ΤΗΣ ΑΠΕΛΕΥΘΕΡΩΣΕΩΣ ΚΑΙ Ο Α.ΖΕΝΧΑΟΥΕΡ xyxy=(442,695,600,741)
story-turkey xyxy=(8,1691,414,1864)
article-text: ΛΟΓΚ ΜΗΤΣ, 22. (Ασσ. Πρέσ). — Περίπου 250.000 άτομα παρηκολούθησαν χθες την παρέλασιν των 79 καλλονών εξ όλου του κόσμου, αι οποίαι θα διαγωνισθούν διά τον τίτλον της «Μις Υφήλιος 1958». xyxy=(8,598,207,668)
divider xyxy=(424,1220,618,1221)
subhead: ΣΥΝΑΝΤΗΣΙΣ xyxy=(1461,1326,1534,1339)
article-text: ΒΑΣΙΓΚΤΩΝ, 21. (Ρώϋτερ). — Ο υπουργός των Εξωτερικών των Ηνωμένων Πολιτειών κ. Ντάλλες θα μεταβή εις Λονδίνον διά να μετάσχη της διασκέψεως των μελών του Συμφώνου της Βαγδάτης. xyxy=(8,930,207,1000)
article-text: ΒΑΣΙΓΚΤΩΝ, 22. (Ρώϋτερ). — Αι Ηνωμέναι Πολιτείαι εξέφρασαν τας ευχαριστίας των προς την Αυστρίαν. xyxy=(1149,891,1402,926)
divider xyxy=(424,1302,618,1303)
divider xyxy=(8,1166,414,1168)
article-text: ΛΕΥΚΩΣΙΑ, 22. (Ρώϋτερ). — Αι βρεταννικαί αρχαί προέβησαν εις υπερχιλίας συλλήψεις Ελλήνων Κυπρίων. Εις Λευκωσίαν συνελήφθησαν 200 άτομα, μεταξύ των οποίων δύο εθναρχικοί σύμβουλοι, πολλοί ιερείς και πρώην βουλευταί. xyxy=(1149,1557,1402,1627)
article-text: ΚΑΪΡΟΝ, 22. (Ασσ. Πρέσ). — Ο πρόεδρος Νάσσερ επέστρεψεν εκ Μόσχας και ωμίλησε προς τον λαόν. xyxy=(1149,947,1402,982)
article-text: ΚΑΪΡΟΝ, 22. (Ασσ. Πρέσ). — Ο πρόεδρος Νάσσερ επέστρεψεν εκ Μόσχας και ωμίλησε προς τον λαόν. xyxy=(889,872,1141,907)
headline-stock-market: ΠΕΡΙΟΡΙΣΜΕΝΗ Η ΚΙΝΗΣΙΣ ΕΙΣ ΤΗΝ ΑΓΓΛΙΚΗΝ ΑΓΟΡΑΝ ΑΠΟΘΕΜΑΤΩΝ xyxy=(442,804,600,850)
headline-french-missiles: ΑΙ ΓΑΛΛΙΚΑΙ ΑΠΟΨΕΙΣ ΔΙΑ ΤΗΝ ΕΓΚΑΤΑΣΤΑΣΙΝ ΒΑΣΕΩΝ ΠΥΡΑΥΛΩΝ xyxy=(1428,329,1567,376)
article-text: ΒΑΣΙΓΚΤΩΝ, 22. (Ασσ. Πρέσ). — Αι Ηνωμέναι Πολιτείαι εζήτησαν σήμερον από την Σοβιετικήν Ένωσιν αποζημίωσιν διά την κατάρριψιν αμερικανικού μεταφορικού αεροσκάφους. xyxy=(424,76,618,145)
article-text: — ΤΟ «ΤΑΣ» ΜΕΤΑΔΙΔΕΙ, ότι ο Σοβιετικός πρωθυπουργός κ. Χρουστσέφ επέστρεψεν εις την Μόσχαν. — ΚΑΤΕΣΧΕΘΗΣΑΝ ΙΑΠΩΝΙΚΑ ΑΛΙΕΥΤΙΚΑ υπό σοβιετικών σκαφών. — Ο ΣΥΓΓΡΑΦΕΥΣ Τζων Στάϊνμπεκ ευρίσκεται εις την Ευρώπην. — ΚΑΤΑΣΤΡΟΦΙΚΗ ΠΛΗΜΜΥΡΑ εις την Ιαπωνίαν. xyxy=(8,1347,207,1452)
article-text: ΒΑΣΙΓΚΤΩΝ, 21. (Ρώϋτερ). — Ο υπουργός των Εξωτερικών των Ηνωμένων Πολιτειών κ. Ντάλλες θα μεταβή εις Λονδίνον διά να μετάσχη της διασκέψεως των μελών του Συμφώνου της Βαγδάτης. xyxy=(8,1084,207,1153)
article-text: ΑΓΚΥΡΑ, 22. (Ρώϋτερ). — Ο Τούρκος πρωθυπουργός κ. Μεντερές απήντησεν εις το μήνυμα του κ. Χρουστσέφ, τονίσας ότι η Τουρκία δεν θα αποτελέση παράγοντα εντάσεως. Ο κ. Μεντερές ανέφερεν ότι η Τουρκία δεν έχει επιθετικάς βλέψεις. xyxy=(215,1691,414,1772)
divider xyxy=(424,461,618,462)
subhead: ΑΝΕΥ ΔΙΚΗΣ ΦΥΛΑΚΙΣΙΣ xyxy=(1208,1633,1343,1646)
headline-compensation: ΑΠΟΖΗΜΙΩΣΙΝ ΖΗΤΟΥΝ ΑΙ Η.Π.Α. ΑΠΟ ΤΗΝ ΡΩΣΣΙΑΝ ΔΙΑ ΤΗΝ ΚΑΤΑΡΡΙΨΙΝ ΕΝΟΣ ΜΕΤΑΦΟΡΙΚΟΥ xyxy=(442,11,600,72)
headline-yellow-river: ΕΞΕΧΕΙΛΙΣΕΝ ΕΙΣ ΚΙΝΑΝ Ο ΚΙΤΡΙΝΟΣ ΠΟΤΑΜΟΣ xyxy=(442,1307,600,1339)
